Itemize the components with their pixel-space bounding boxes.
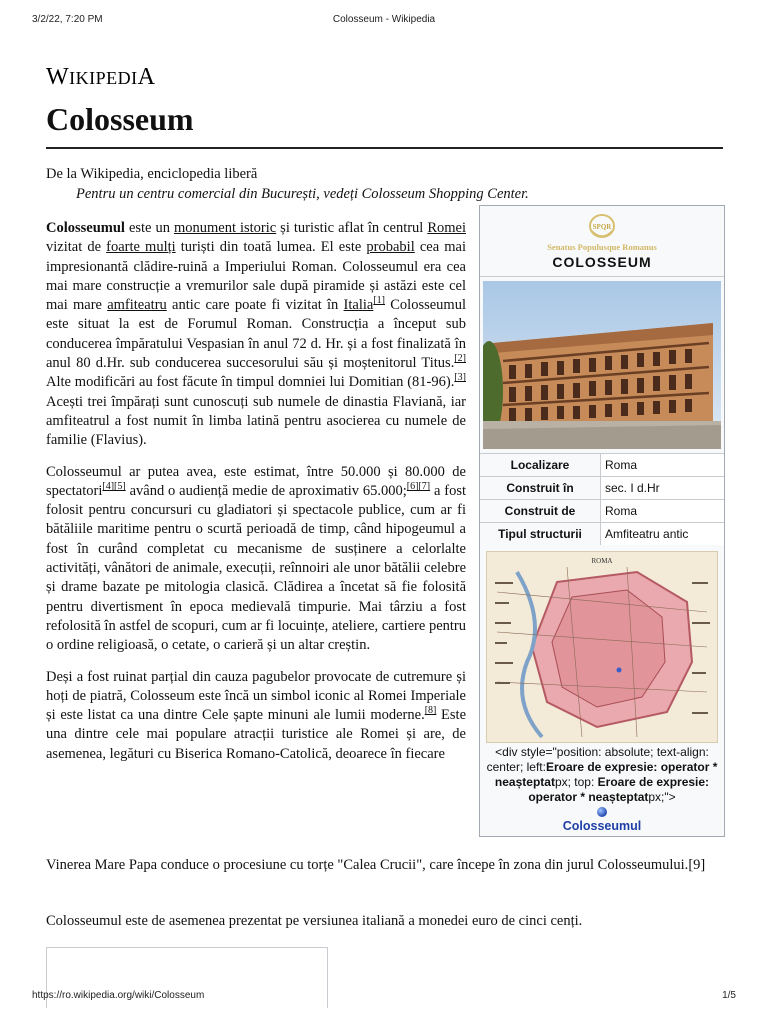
paragraph-3: Deși a fost ruinat parțial din cauza pagubelor provocate de cutremure și hoți de piatră, Colosseum este încă un simbol iconic al Romei Imperiale și este listat ca una dintre Cele șapte minuni ale lumii moderne.[8] Este una dintre cele mai populare atracții turistice ale Romei și are, de asemenea, legături cu Biserica Romano-Catolică, deoarece în fiecare [46,668,467,762]
footnote-8[interactable]: [8] [424,705,437,717]
footnote-4[interactable]: [4] [102,480,115,492]
location-marker-icon [480,805,724,819]
footnote-5[interactable]: [5] [114,480,126,492]
infobox-value: Roma [601,454,725,477]
infobox-row [480,500,724,523]
link-amfiteatru[interactable]: amfiteatru [107,297,167,314]
infobox-label: Construit în [480,477,601,500]
footnote-2[interactable]: [2] [454,353,466,365]
link-romei[interactable]: Romei [427,220,466,236]
print-datetime: 3/2/22, 7:20 PM [32,14,103,25]
footnote-9[interactable]: [9] [688,857,706,873]
infobox-row [480,477,724,500]
infobox-label: Construit de [480,500,601,523]
spqr-letters: SPQR [592,223,612,231]
page-title: Colosseum [46,101,194,137]
infobox-value: sec. I d.Hr [601,477,725,500]
map-title: ROMA [591,557,613,565]
paragraph-3-continued: Vinerea Mare Papa conduce o procesiune cu torțe "Calea Crucii", care începe în zona din jurul Colosseumului.[9] [46,857,706,873]
infobox-label: Tipul structurii [480,523,601,546]
site-tagline: De la Wikipedia, enciclopedia liberă [46,166,258,182]
article-body [46,219,466,776]
print-page-title: Colosseum - Wikipedia [332,14,436,25]
footnote-6[interactable]: [6] [406,480,419,492]
print-url: https://ro.wikipedia.org/wiki/Colosseum [32,990,205,1001]
spqr-emblem-icon [542,212,662,252]
map-caption: <div style="position: absolute; text-align: center; left:Eroare de expresie: operator * neașteptatpx; top: Eroare de expresie: operator * neașteptatpx;"> [486,745,718,804]
paragraph-4: Colosseumul este de asemenea prezentat pe versiunea italiană a monedei euro de cinci cenți. [46,913,583,929]
spqr-motto: Senatus Populusque Romanus [547,242,657,252]
print-header [32,14,736,28]
wikipedia-wordmark[interactable]: WIKIPEDIA [46,64,156,90]
print-page-counter: 1/5 [722,990,736,1001]
infobox-value: Amfiteatru antic [601,523,725,546]
title-divider [46,147,723,149]
footnote-1[interactable]: [1] [373,295,386,307]
link-probabil[interactable]: probabil [366,239,415,256]
paragraph-2: Colosseumul ar putea avea, este estimat, între 50.000 și 80.000 de spectatori[4][5] având o audiență medie de aproximativ 65.000;[6][7] a fost folosit pentru concursuri cu gladiatori și spectacole publice, cum ar fi bătăliile maritime pentru o scurtă perioadă de timp, când hipogeumul a fost în curând completat cu mecanisme de susținere a celorlalte activități, vânători de animale, execuții, reînnoiri ale unor bătălii celebre și drame bazate pe mitologia clasică. Clădirea a încetat să fie folosită pentru divertisment în epoca medievală timpurie. Mai târziu a fost refolosită în astfel de scopuri, cum ar fi locuințe, ateliere, cartiere pentru o ordine religioasă, o cetate, o carieră și un altar creștin. [46,463,467,654]
lead-term: Colosseumul [46,220,125,236]
infobox-table [480,453,724,545]
link-monument-istoric[interactable]: monument istoric [173,220,277,236]
infobox-label: Localizare [480,454,601,477]
link-italia[interactable]: Italia [343,297,374,314]
print-footer [32,990,736,1004]
infobox-value: Roma [601,500,725,523]
hatnote: Pentru un centru comercial din București, vedeți Colosseum Shopping Center. [76,186,529,202]
infobox-row [480,454,724,477]
infobox-header [480,206,724,277]
colosseum-photo[interactable] [483,281,721,449]
colosseum-marker-link[interactable]: Colosseumul [562,819,642,833]
infobox [479,205,725,837]
footnote-3[interactable]: [3] [454,372,466,384]
paragraph-1: Colosseumul este un monument istoric și turistic aflat în centrul Romei vizitat de foarte mulți turiști din toată lumea. El este probabil cea mai impresionantă clădire-ruină a Imperiului Roman. Colosseumul era cea mai mare construcție a vremurilor sale după piramide și astăzi este cel mai mare amfiteatru antic care poate fi vizitat în Italia[1] Colosseumul este situat la est de Forumul Roman. Construcția a început sub conducerea împăratului Vespasian în anul 72 d. Hr. și a fost finalizată în anul 80 d.Hr. sub conducerea succesorului său și moștenitorul Titus.[2] Alte modificări au fost făcute în timpul domniei lui Domitian (81-96).[3] Acești trei împărați sunt cunoscuți sub numele de dinastia Flaviană, iar amfiteatrul a fost numit în limba latină pentru asocierea cu numele de familie (Flavius). [46,220,467,449]
footnote-7[interactable]: [7] [418,480,431,492]
rome-map[interactable] [486,551,718,743]
colosseum-photo-drawing [483,281,721,449]
link-foarte-multi[interactable]: foarte mulți [106,239,176,256]
rome-map-drawing [487,552,717,742]
infobox-title: COLOSSEUM [552,254,652,270]
infobox-row [480,523,724,546]
